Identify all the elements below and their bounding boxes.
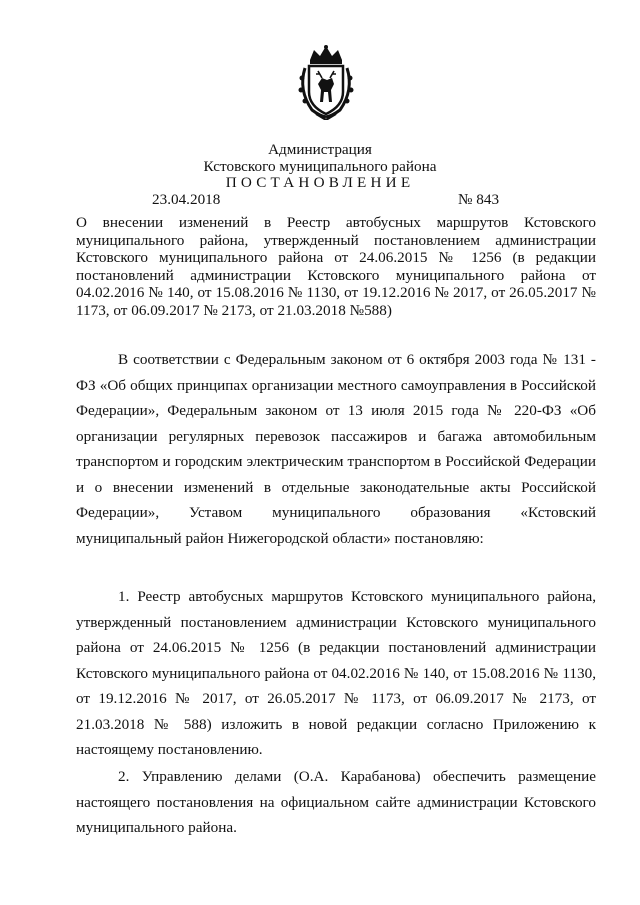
document-date: 23.04.2018 bbox=[152, 191, 221, 208]
document-subject: О внесении изменений в Реестр автобусных маршрутов Кстовского муниципального района, утвержденный постановлением администрации Кстовского муниципального района от 24.06.2015 № 1256 (в редакции постановлений администрации Кстовского муниципального района от 04.02.2016 № 140, от 15.08.2016 № 1130, от 19.12.2016 № 2017, от 26.05.2017 № 1173, от 06.09.2017 № 2173, от 21.03.2018 №588) bbox=[76, 214, 596, 319]
org-title: Администрация bbox=[268, 141, 372, 158]
item-2-paragraph: 2. Управлению делами (О.А. Карабанова) обеспечить размещение настоящего постановления на официальном сайте администрации Кстовского муниципального района. bbox=[76, 768, 596, 836]
coat-of-arms-icon bbox=[296, 44, 356, 120]
item-1-paragraph: 1. Реестр автобусных маршрутов Кстовского муниципального района, утвержденный постановлением администрации Кстовского муниципального района от 24.06.2015 № 1256 (в редакции постановлений администрации Кстовского муниципального района от 04.02.2016 № 140, от 15.08.2016 № 1130, от 19.12.2016 № 2017, от 26.05.2017 № 1173, от 06.09.2017 № 2173, от 21.03.2018 № 588) изложить в новой редакции согласно Приложению к настоящему постановлению. bbox=[76, 588, 596, 758]
district-title: Кстовского муниципального района bbox=[203, 158, 437, 175]
document-number: № 843 bbox=[458, 191, 500, 208]
doc-type-title: ПОСТАНОВЛЕНИЕ bbox=[225, 174, 415, 191]
preamble-paragraph: В соответствии с Федеральным законом от 6 октября 2003 года № 131 - ФЗ «Об общих принципах организации местного самоуправления в Российской Федерации», Федеральным законом от 13 июля 2015 года № 220-ФЗ «Об организации регулярных перевозок пассажиров и багажа автомобильным транспортом и городским электрическим транспортом в Российской Федерации и о внесении изменений в отдельные законодательные акты Российской Федерации», Уставом муниципального образования «Кстовский муниципальный район Нижегородской области» постановляю: bbox=[76, 351, 596, 547]
